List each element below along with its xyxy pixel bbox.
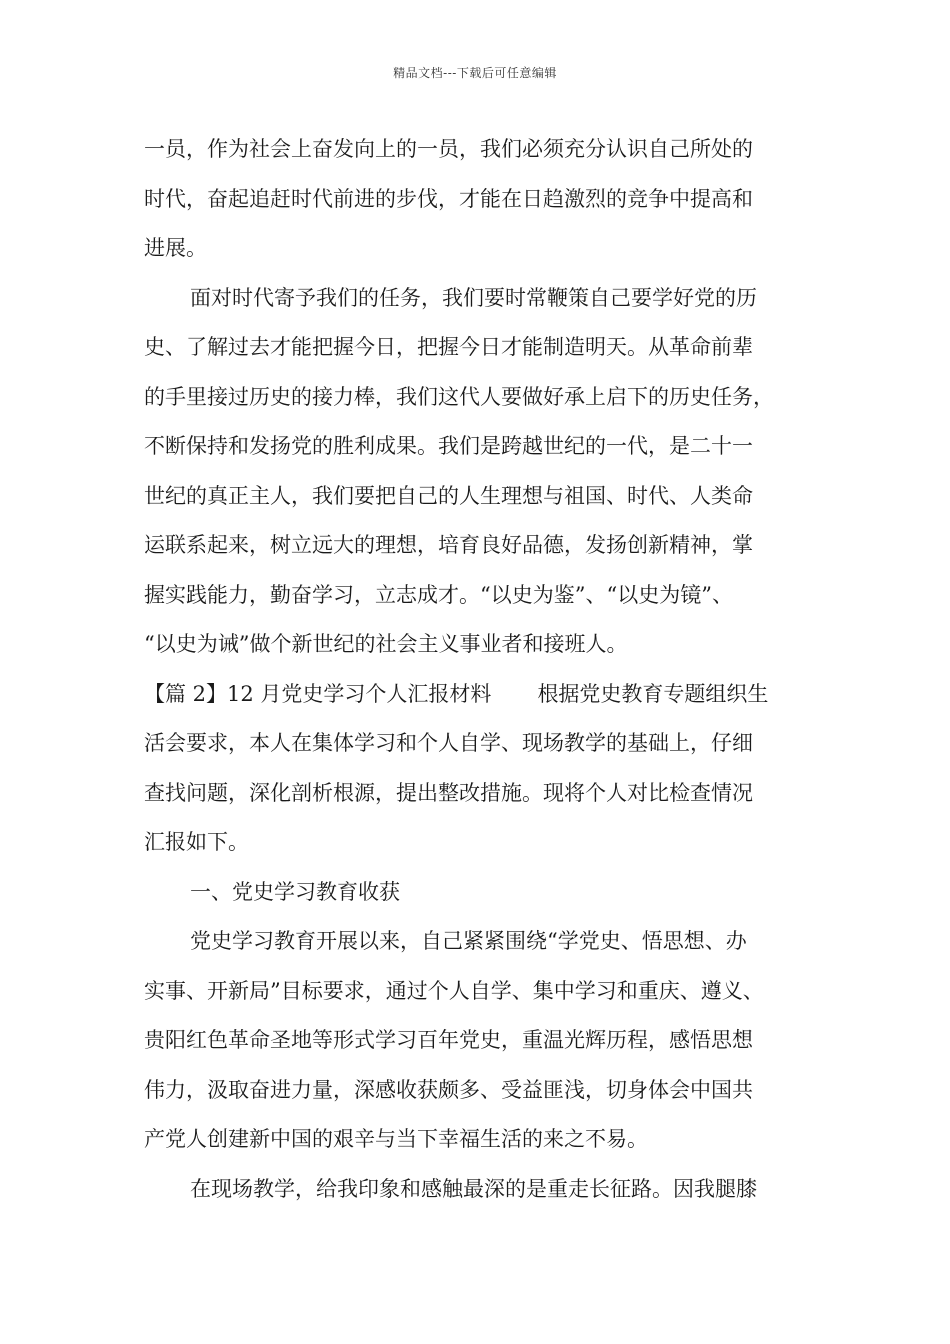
text-line <box>144 967 824 1017</box>
text-line-content: 产党人创建新中国的艰辛与当下幸福生活的来之不易。 <box>144 1127 648 1151</box>
text-line <box>144 1066 824 1116</box>
text-line <box>144 521 824 571</box>
text-line-content: 握实践能力，勤奋学习，立志成才。“以史为鉴”、“以史为镜”、 <box>144 582 733 607</box>
text-line-content: 查找问题，深化剖析根源，提出整改措施。现将个人对比检查情况 <box>144 780 753 805</box>
text-line-content: 一员，作为社会上奋发向上的一员，我们必须充分认识自己所处的 <box>144 137 753 161</box>
text-line <box>144 274 824 324</box>
text-line <box>144 422 824 472</box>
text-line <box>144 670 824 720</box>
text-line <box>144 175 824 225</box>
text-line-content: 【篇 2】12 月党史学习个人汇报材料 <box>144 681 492 706</box>
text-line-content: 伟力，汲取奋进力量，深感收获颇多、受益匪浅，切身体会中国共 <box>144 1077 753 1102</box>
text-line-content: 面对时代寄予我们的任务，我们要时常鞭策自己要学好党的历 <box>190 285 757 310</box>
text-line-content: 不断保持和发扬党的胜利成果。我们是跨越世纪的一代，是二十一 <box>144 434 753 458</box>
text-line-content: 汇报如下。 <box>144 830 249 854</box>
text-line <box>144 224 824 274</box>
text-line <box>144 125 824 175</box>
text-line <box>144 571 824 621</box>
text-line-content: 时代，奋起追赶时代前进的步伐，才能在日趋激烈的竞争中提高和 <box>144 186 753 211</box>
text-line <box>144 323 824 373</box>
text-line-content: 的手里接过历史的接力棒，我们这代人要做好承上启下的历史任务， <box>144 384 774 409</box>
page-header: 精品文档---下载后可任意编辑 <box>393 66 557 80</box>
text-line <box>144 373 824 423</box>
text-line-content: 活会要求，本人在集体学习和个人自学、现场教学的基础上，仔细 <box>144 731 753 755</box>
text-line <box>144 1016 824 1066</box>
text-line-content: 在现场教学，给我印象和感触最深的是重走长征路。因我腿膝 <box>190 1176 757 1201</box>
text-line-content: 运联系起来，树立远大的理想，培育良好品德，发扬创新精神，掌 <box>144 533 753 557</box>
text-line <box>144 620 824 670</box>
text-line-content: 实事、开新局”目标要求，通过个人自学、集中学习和重庆、遵义、 <box>144 978 764 1003</box>
text-line <box>144 868 824 918</box>
text-line-content: 史、了解过去才能把握今日，把握今日才能制造明天。从革命前辈 <box>144 335 753 359</box>
text-line-content: 世纪的真正主人，我们要把自己的人生理想与祖国、时代、人类命 <box>144 483 753 508</box>
text-line <box>144 472 824 522</box>
text-line-content-continued: 根据党史教育专题组织生 <box>537 681 769 706</box>
document-body <box>144 125 824 1214</box>
text-line <box>144 818 824 868</box>
text-line <box>144 1115 824 1165</box>
text-line <box>144 1165 824 1215</box>
text-line-content: 一、党史学习教育收获 <box>190 879 400 904</box>
text-line <box>144 769 824 819</box>
text-line-content: 党史学习教育开展以来，自己紧紧围绕“学党史、悟思想、办 <box>190 929 747 953</box>
text-line-content: 进展。 <box>144 236 207 260</box>
text-line <box>144 719 824 769</box>
text-line-content: “以史为诫”做个新世纪的社会主义事业者和接班人。 <box>144 632 628 656</box>
text-line-content: 贵阳红色革命圣地等形式学习百年党史，重温光辉历程，感悟思想 <box>144 1028 753 1052</box>
text-line <box>144 917 824 967</box>
